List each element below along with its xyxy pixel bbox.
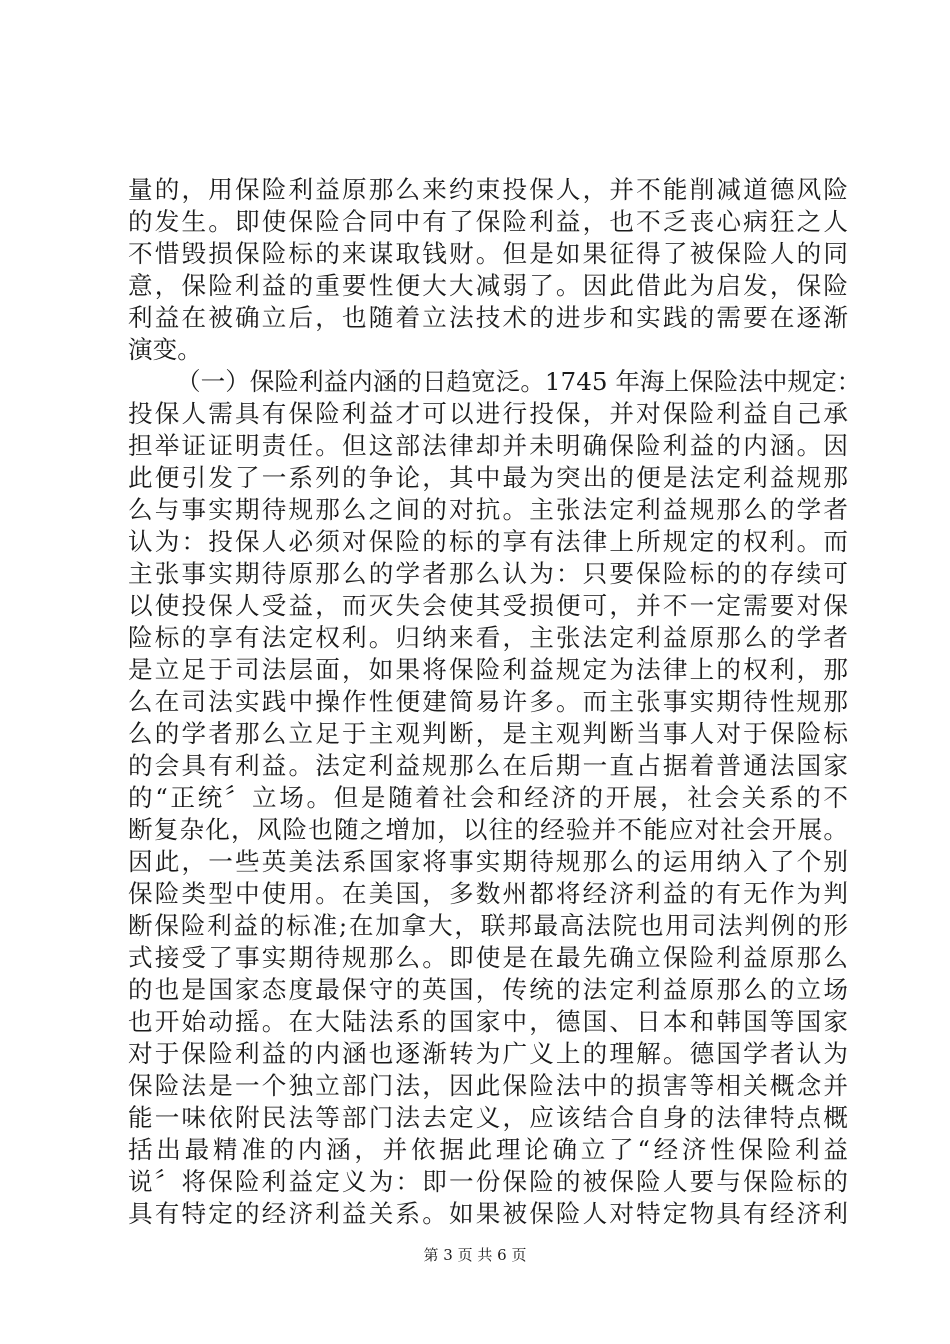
text-line: 是立足于司法层面，如果将保险利益规定为法律上的权利，那: [128, 655, 848, 684]
text-line: 的会具有利益。法定利益规那么在后期一直占据着普通法国家: [128, 751, 848, 780]
text-line: 投保人需具有保险利益才可以进行投保，并对保险利益自己承: [128, 399, 848, 428]
text-line: 担举证证明责任。但这部法律却并未明确保险利益的内涵。因: [128, 431, 848, 460]
text-line: 险标的享有法定权利。归纳来看，主张法定利益原那么的学者: [128, 623, 848, 652]
text-line: 能一味依附民法等部门法去定义，应该结合自身的法律特点概: [128, 1103, 848, 1132]
text-line: 断复杂化，风险也随之增加，以往的经验并不能应对社会开展。: [128, 815, 848, 844]
text-line: 么与事实期待规那么之间的对抗。主张法定利益规那么的学者: [128, 495, 848, 524]
text-line: 断保险利益的标准;在加拿大，联邦最高法院也用司法判例的形: [128, 911, 848, 940]
text-line: 对于保险利益的内涵也逐渐转为广义上的理解。德国学者认为: [128, 1039, 848, 1068]
text-line: 利益在被确立后，也随着立法技术的进步和实践的需要在逐渐: [128, 303, 848, 332]
text-line: 括出最精准的内涵，并依据此理论确立了“经济性保险利益: [128, 1135, 848, 1164]
text-line: 式接受了事实期待规那么。即使是在最先确立保险利益原那么: [128, 943, 848, 972]
text-line: 说〞将保险利益定义为：即一份保险的被保险人要与保险标的: [128, 1167, 848, 1196]
text-line: 演变。: [128, 335, 202, 364]
text-line: 也开始动摇。在大陆法系的国家中，德国、日本和韩国等国家: [128, 1007, 848, 1036]
body-text: [128, 174, 862, 1230]
text-line: 的也是国家态度最保守的英国，传统的法定利益原那么的立场: [128, 975, 848, 1004]
text-line: 么在司法实践中操作性便建简易许多。而主张事实期待性规那: [128, 687, 848, 716]
page-footer: 第 3 页 共 6 页: [423, 1246, 527, 1264]
text-line: 以使投保人受益，而灭失会使其受损便可，并不一定需要对保: [128, 591, 848, 620]
text-line: 认为：投保人必须对保险的标的享有法律上所规定的权利。而: [128, 527, 848, 556]
text-line: 保险类型中使用。在美国，多数州都将经济利益的有无作为判: [128, 879, 848, 908]
text-line: 的发生。即使保险合同中有了保险利益，也不乏丧心病狂之人: [128, 207, 848, 236]
text-line: 主张事实期待原那么的学者那么认为：只要保险标的的存续可: [128, 559, 848, 588]
text-line: 的“正统〞立场。但是随着社会和经济的开展，社会关系的不: [128, 783, 848, 812]
text-line: （一）保险利益内涵的日趋宽泛。1745 年海上保险法中规定：: [176, 367, 862, 396]
text-line: 保险法是一个独立部门法，因此保险法中的损害等相关概念并: [128, 1071, 848, 1100]
text-line: 具有特定的经济利益关系。如果被保险人对特定物具有经济利: [128, 1199, 848, 1228]
text-line: 不惜毁损保险标的来谋取钱财。但是如果征得了被保险人的同: [128, 239, 848, 268]
text-line: 量的，用保险利益原那么来约束投保人，并不能削减道德风险: [128, 175, 848, 204]
text-line: 因此，一些英美法系国家将事实期待规那么的运用纳入了个别: [128, 847, 848, 876]
text-line: 此便引发了一系列的争论，其中最为突出的便是法定利益规那: [128, 463, 848, 492]
text-line: 意，保险利益的重要性便大大减弱了。因此借此为启发，保险: [128, 271, 848, 300]
text-line: 么的学者那么立足于主观判断，是主观判断当事人对于保险标: [128, 719, 848, 748]
